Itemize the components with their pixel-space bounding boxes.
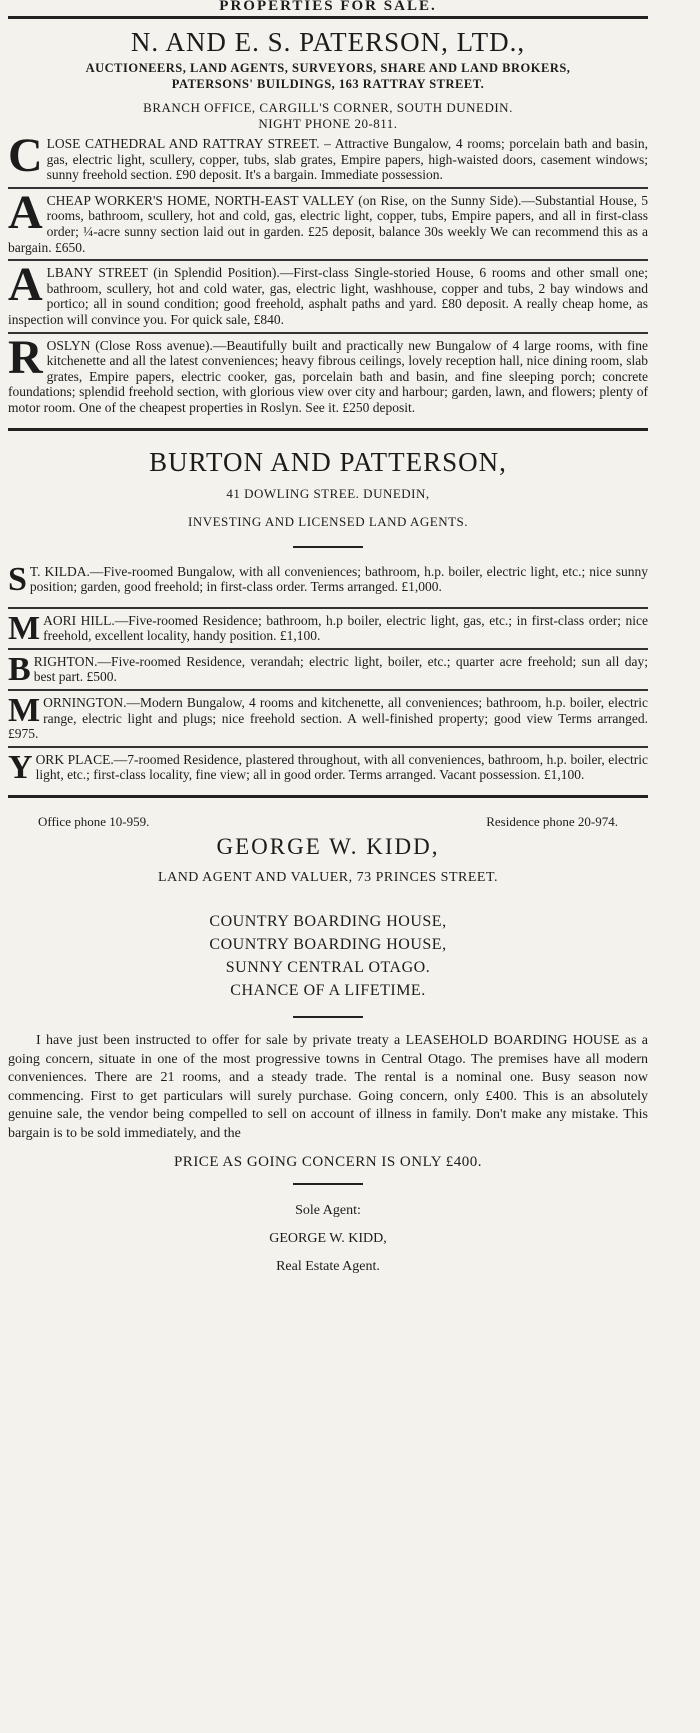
listing bbox=[8, 330, 648, 416]
listing bbox=[8, 129, 648, 183]
residence-phone: Residence phone 20-974. bbox=[486, 814, 618, 830]
headline: SUNNY CENTRAL OTAGO. bbox=[225, 959, 431, 977]
section-title: PROPERTIES FOR SALE. bbox=[219, 0, 437, 14]
sig-title: Real Estate Agent. bbox=[276, 1258, 380, 1274]
listing bbox=[8, 560, 648, 598]
kidd-ad bbox=[8, 814, 648, 1281]
drop-cap: M bbox=[8, 609, 41, 647]
sig-name: GEORGE W. KIDD, bbox=[269, 1230, 387, 1246]
paterson-line1: AUCTIONEERS, LAND AGENTS, SURVEYORS, SHARE AND LAND BROKERS, bbox=[85, 61, 571, 75]
drop-cap: A bbox=[8, 185, 43, 239]
headline: COUNTRY BOARDING HOUSE, bbox=[209, 913, 447, 931]
drop-cap: Y bbox=[8, 748, 33, 786]
drop-cap: R bbox=[8, 330, 43, 384]
listing-text: T. KILDA.—Five-roomed Bungalow, with all conveniences; bathroom, h.p. boiler, electric light, etc.; nice sunny position; garden, good freehold; in first-class order. Terms arranged. £1,000. bbox=[29, 563, 648, 595]
headline: COUNTRY BOARDING HOUSE, bbox=[209, 936, 447, 954]
divider bbox=[8, 648, 648, 650]
listing bbox=[8, 258, 648, 327]
divider bbox=[8, 746, 648, 748]
divider bbox=[8, 259, 648, 261]
kidd-price: PRICE AS GOING CONCERN IS ONLY £400. bbox=[173, 1153, 483, 1170]
listing-text: CHEAP WORKER'S HOME, NORTH-EAST VALLEY (on Rise, on the Sunny Side).—Substantial House, 5 rooms, bathroom, scullery, hot and cold, gas, electric light, copper, tubs, Empire papers, and all in first-class order; ¼-acre sunny section laid out in garden. £25 deposit, balance 30s weekly We can recommend this as a bargain. £650. bbox=[8, 192, 648, 255]
paterson-branch: BRANCH OFFICE, CARGILL'S CORNER, SOUTH DUNEDIN. bbox=[143, 100, 513, 115]
listing-text: ORK PLACE.—7-roomed Residence, plastered throughout, with all conveniences, bathroom, h.p. boiler, electric light, etc.; first-class locality, fine view; all in good order. Terms arranged. Vacant possession. £1,100. bbox=[35, 751, 648, 783]
divider bbox=[293, 546, 363, 548]
divider bbox=[8, 428, 648, 431]
paterson-night-phone: NIGHT PHONE 20-811. bbox=[258, 116, 398, 131]
kidd-name: GEORGE W. KIDD, bbox=[216, 834, 440, 860]
listing-text: ORNINGTON.—Modern Bungalow, 4 rooms and kitchenette, all conveniences; bathroom, h.p. boiler, electric range, electric light and plugs; nice freehold section. A well-finished property; good view Terms arranged. £975. bbox=[8, 695, 648, 742]
listing bbox=[8, 185, 648, 255]
listing-text: RIGHTON.—Five-roomed Residence, verandah; electric light, boiler, etc.; quarter acre freehold; sun all day; best part. £500. bbox=[33, 653, 648, 685]
listing bbox=[8, 748, 648, 786]
office-phone: Office phone 10-959. bbox=[38, 814, 150, 830]
divider bbox=[8, 689, 648, 691]
headline-block bbox=[8, 910, 648, 1002]
divider bbox=[8, 332, 648, 334]
divider bbox=[293, 1016, 363, 1018]
drop-cap: M bbox=[8, 692, 41, 730]
listing-text: AORI HILL.—Five-roomed Residence; bathroom, h.p boiler, electric light, gas, etc.; in first-class order; nice freehold, excellent locality, handy position. £1,100. bbox=[43, 612, 648, 644]
paterson-line2: PATERSONS' BUILDINGS, 163 RATTRAY STREET. bbox=[171, 77, 485, 91]
kidd-body: I have just been instructed to offer for sale by private treaty a LEASEHOLD BOARDING HOUSE as a going concern, situate in one of the most progressive towns in Central Otago. The premises have all modern conveniences. There are 21 rooms, and a steady trade. The rental is a nominal one. Busy season now commencing. First to get particulars will surely purchase. Going concern, only £400. This is an absolutely genuine sale, the vendor being compelled to sell on account of illness in family. Don't make any mistake. This bargain is to be sold immediately, and the bbox=[8, 1033, 648, 1141]
drop-cap: A bbox=[8, 258, 43, 312]
burton-ad bbox=[8, 447, 648, 784]
paterson-name: N. AND E. S. PATERSON, LTD., bbox=[130, 27, 526, 57]
burton-name: BURTON AND PATTERSON, bbox=[149, 446, 507, 477]
listing bbox=[8, 609, 648, 647]
listing bbox=[8, 692, 648, 742]
phones-row bbox=[8, 814, 648, 830]
divider bbox=[8, 607, 648, 609]
divider bbox=[8, 795, 648, 798]
listing-text: LOSE CATHEDRAL AND RATTRAY STREET. – Attractive Bungalow, 4 rooms; porcelain bath and basin, gas, electric light, scullery, copper, tubs, slab grates, Empire papers, high-waisted doors, casement windows; sunny freehold section. £90 deposit. It's a bargain. Immediate possession. bbox=[46, 136, 648, 183]
divider bbox=[8, 187, 648, 189]
drop-cap: C bbox=[8, 129, 43, 182]
paterson-ad bbox=[8, 27, 648, 416]
listing-text: LBANY STREET (in Splendid Position).—First-class Single-storied House, 6 rooms and other small one; bathroom, scullery, hot and cold water, gas, electric light, washhouse, copper and tubs, 2 bay windows and portico; all in sound condition; good freehold, asphalt paths and yard. £80 deposit. A really cheap home, as inspection will convince you. For quick sale, £840. bbox=[8, 265, 648, 327]
burton-address: 41 DOWLING STREE. DUNEDIN, bbox=[226, 485, 430, 501]
listing-text: OSLYN (Close Ross avenue).—Beautifully built and practically new Bungalow of 4 large rooms, with fine kitchenette and all the latest conveniences; heavy fibrous ceilings, lovely reception hall, nice dining room, slab grates, Empire papers, electric cooker, gas, porcelain bath and basin, and fine sleeping porch; concrete foundations; splendid freehold section, with glorious view over city and harbour; garden, lawn, and flowers; plenty of motor room. One of the cheapest properties in Roslyn. See it. £250 deposit. bbox=[8, 337, 648, 415]
divider bbox=[293, 1183, 363, 1185]
newspaper-page bbox=[8, 0, 648, 1281]
drop-cap: B bbox=[8, 650, 31, 688]
headline: CHANCE OF A LIFETIME. bbox=[230, 982, 426, 1000]
kidd-tagline: LAND AGENT AND VALUER, 73 PRINCES STREET. bbox=[158, 870, 498, 886]
listing bbox=[8, 650, 648, 688]
divider bbox=[8, 16, 648, 19]
sole-agent: Sole Agent: bbox=[295, 1202, 361, 1218]
drop-cap: S bbox=[8, 560, 27, 598]
burton-tagline: INVESTING AND LICENSED LAND AGENTS. bbox=[187, 513, 468, 529]
